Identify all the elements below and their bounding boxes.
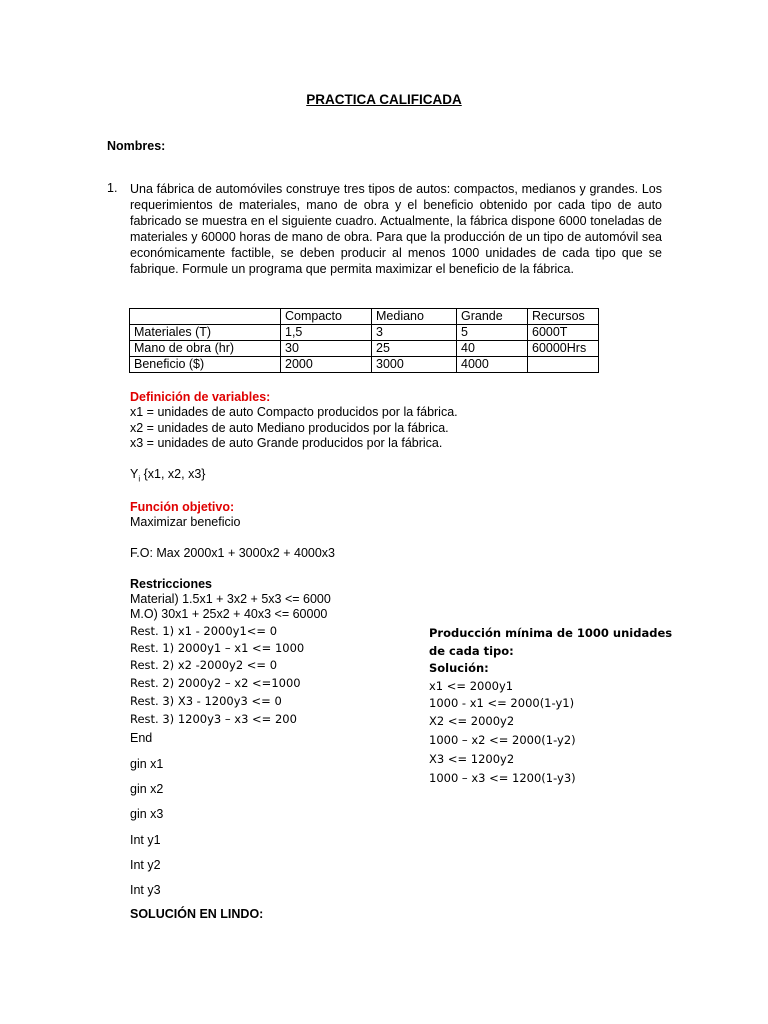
lindo-line: Int y2 [130,858,161,872]
table-header-cell [130,309,281,325]
table-header-cell: Mediano [372,309,457,325]
restriction-line: Rest. 2) 2000y2 – x2 <=1000 [130,676,301,690]
table-cell: 3000 [372,357,457,373]
table-cell: 2000 [281,357,372,373]
table-header-row [130,309,599,325]
requirements-table [129,308,599,373]
table-header-cell: Compacto [281,309,372,325]
y-subscript: i [138,474,141,484]
table-cell: Mano de obra (hr) [130,341,281,357]
lindo-line: gin x3 [130,807,164,821]
table-cell: 60000Hrs [528,341,599,357]
table-cell [528,357,599,373]
table-row [130,341,599,357]
table-row [130,325,599,341]
restriction-line: Rest. 2) x2 -2000y2 <= 0 [130,658,278,672]
table-cell: Beneficio ($) [130,357,281,373]
side-note-line: X2 <= 2000y2 [429,714,515,728]
variable-line: x1 = unidades de auto Compacto producidos por la fábrica. [130,405,458,419]
table-cell: 3 [372,325,457,341]
y-set: {x1, x2, x3} [140,467,206,481]
restriction-line: Rest. 1) x1 - 2000y1<= 0 [130,624,278,638]
table-row [130,357,599,373]
restriction-line: Rest. 3) 1200y3 – x3 <= 200 [130,712,297,726]
solucion-lindo-heading: SOLUCIÓN EN LINDO: [130,907,264,921]
restrictions-heading: Restricciones [130,577,212,591]
binary-variables [130,467,205,484]
lindo-line: gin x1 [130,757,164,771]
table-header-cell: Recursos [528,309,599,325]
side-note-line: Producción mínima de 1000 unidades [429,626,673,640]
problem-text: Una fábrica de automóviles construye tres tipos de autos: compactos, medianos y grandes. Los requerimientos de materiales, mano de obra y el beneficio obtenido por cada tipo de auto fabricado se muestra en el siguiente cuadro. Actualmente, la fábrica dispone 6000 toneladas de materiales y 60000 horas de mano de obra. Para que la producción de un tipo de automóvil sea económicamente factible, se deben producir al menos 1000 unidades de cada tipo que se fabrique. Formule un programa que permita maximizar el beneficio de la fábrica. [130,182,662,276]
table-cell: 6000T [528,325,599,341]
side-note-line: Solución: [429,661,489,675]
nombres-label: Nombres: [107,139,166,153]
variable-line: x2 = unidades de auto Mediano producidos por la fábrica. [130,421,449,435]
table-cell: 1,5 [281,325,372,341]
side-note-line: X3 <= 1200y2 [429,752,515,766]
page-title: PRACTICA CALIFICADA [306,92,462,107]
restriction-line: Rest. 3) X3 - 1200y3 <= 0 [130,694,282,708]
restriction-line: Material) 1.5x1 + 3x2 + 5x3 <= 6000 [130,592,331,606]
lindo-line: End [130,731,153,745]
side-note-line: 1000 – x2 <= 2000(1-y2) [429,733,576,747]
objective-formula: F.O: Max 2000x1 + 3000x2 + 4000x3 [130,546,335,560]
lindo-line: Int y1 [130,833,161,847]
y-symbol: Y [130,467,139,481]
objective-desc: Maximizar beneficio [130,515,241,529]
variables-heading: Definición de variables: [130,390,271,404]
side-note-line: x1 <= 2000y1 [429,679,514,693]
table-cell: 5 [457,325,528,341]
side-note-line: 1000 - x1 <= 2000(1-y1) [429,696,575,710]
table-cell: 4000 [457,357,528,373]
objective-heading: Función objetivo: [130,500,235,514]
problem-number: 1. [107,181,118,195]
restriction-line: Rest. 1) 2000y1 – x1 <= 1000 [130,641,305,655]
table-cell: Materiales (T) [130,325,281,341]
table-header-cell: Grande [457,309,528,325]
table-cell: 30 [281,341,372,357]
variable-line: x3 = unidades de auto Grande producidos por la fábrica. [130,436,443,450]
lindo-line: gin x2 [130,782,164,796]
restriction-line: M.O) 30x1 + 25x2 + 40x3 <= 60000 [130,607,328,621]
side-note-line: 1000 – x3 <= 1200(1-y3) [429,771,576,785]
lindo-line: Int y3 [130,883,161,897]
side-note-line: de cada tipo: [429,644,514,658]
table-cell: 40 [457,341,528,357]
table-cell: 25 [372,341,457,357]
